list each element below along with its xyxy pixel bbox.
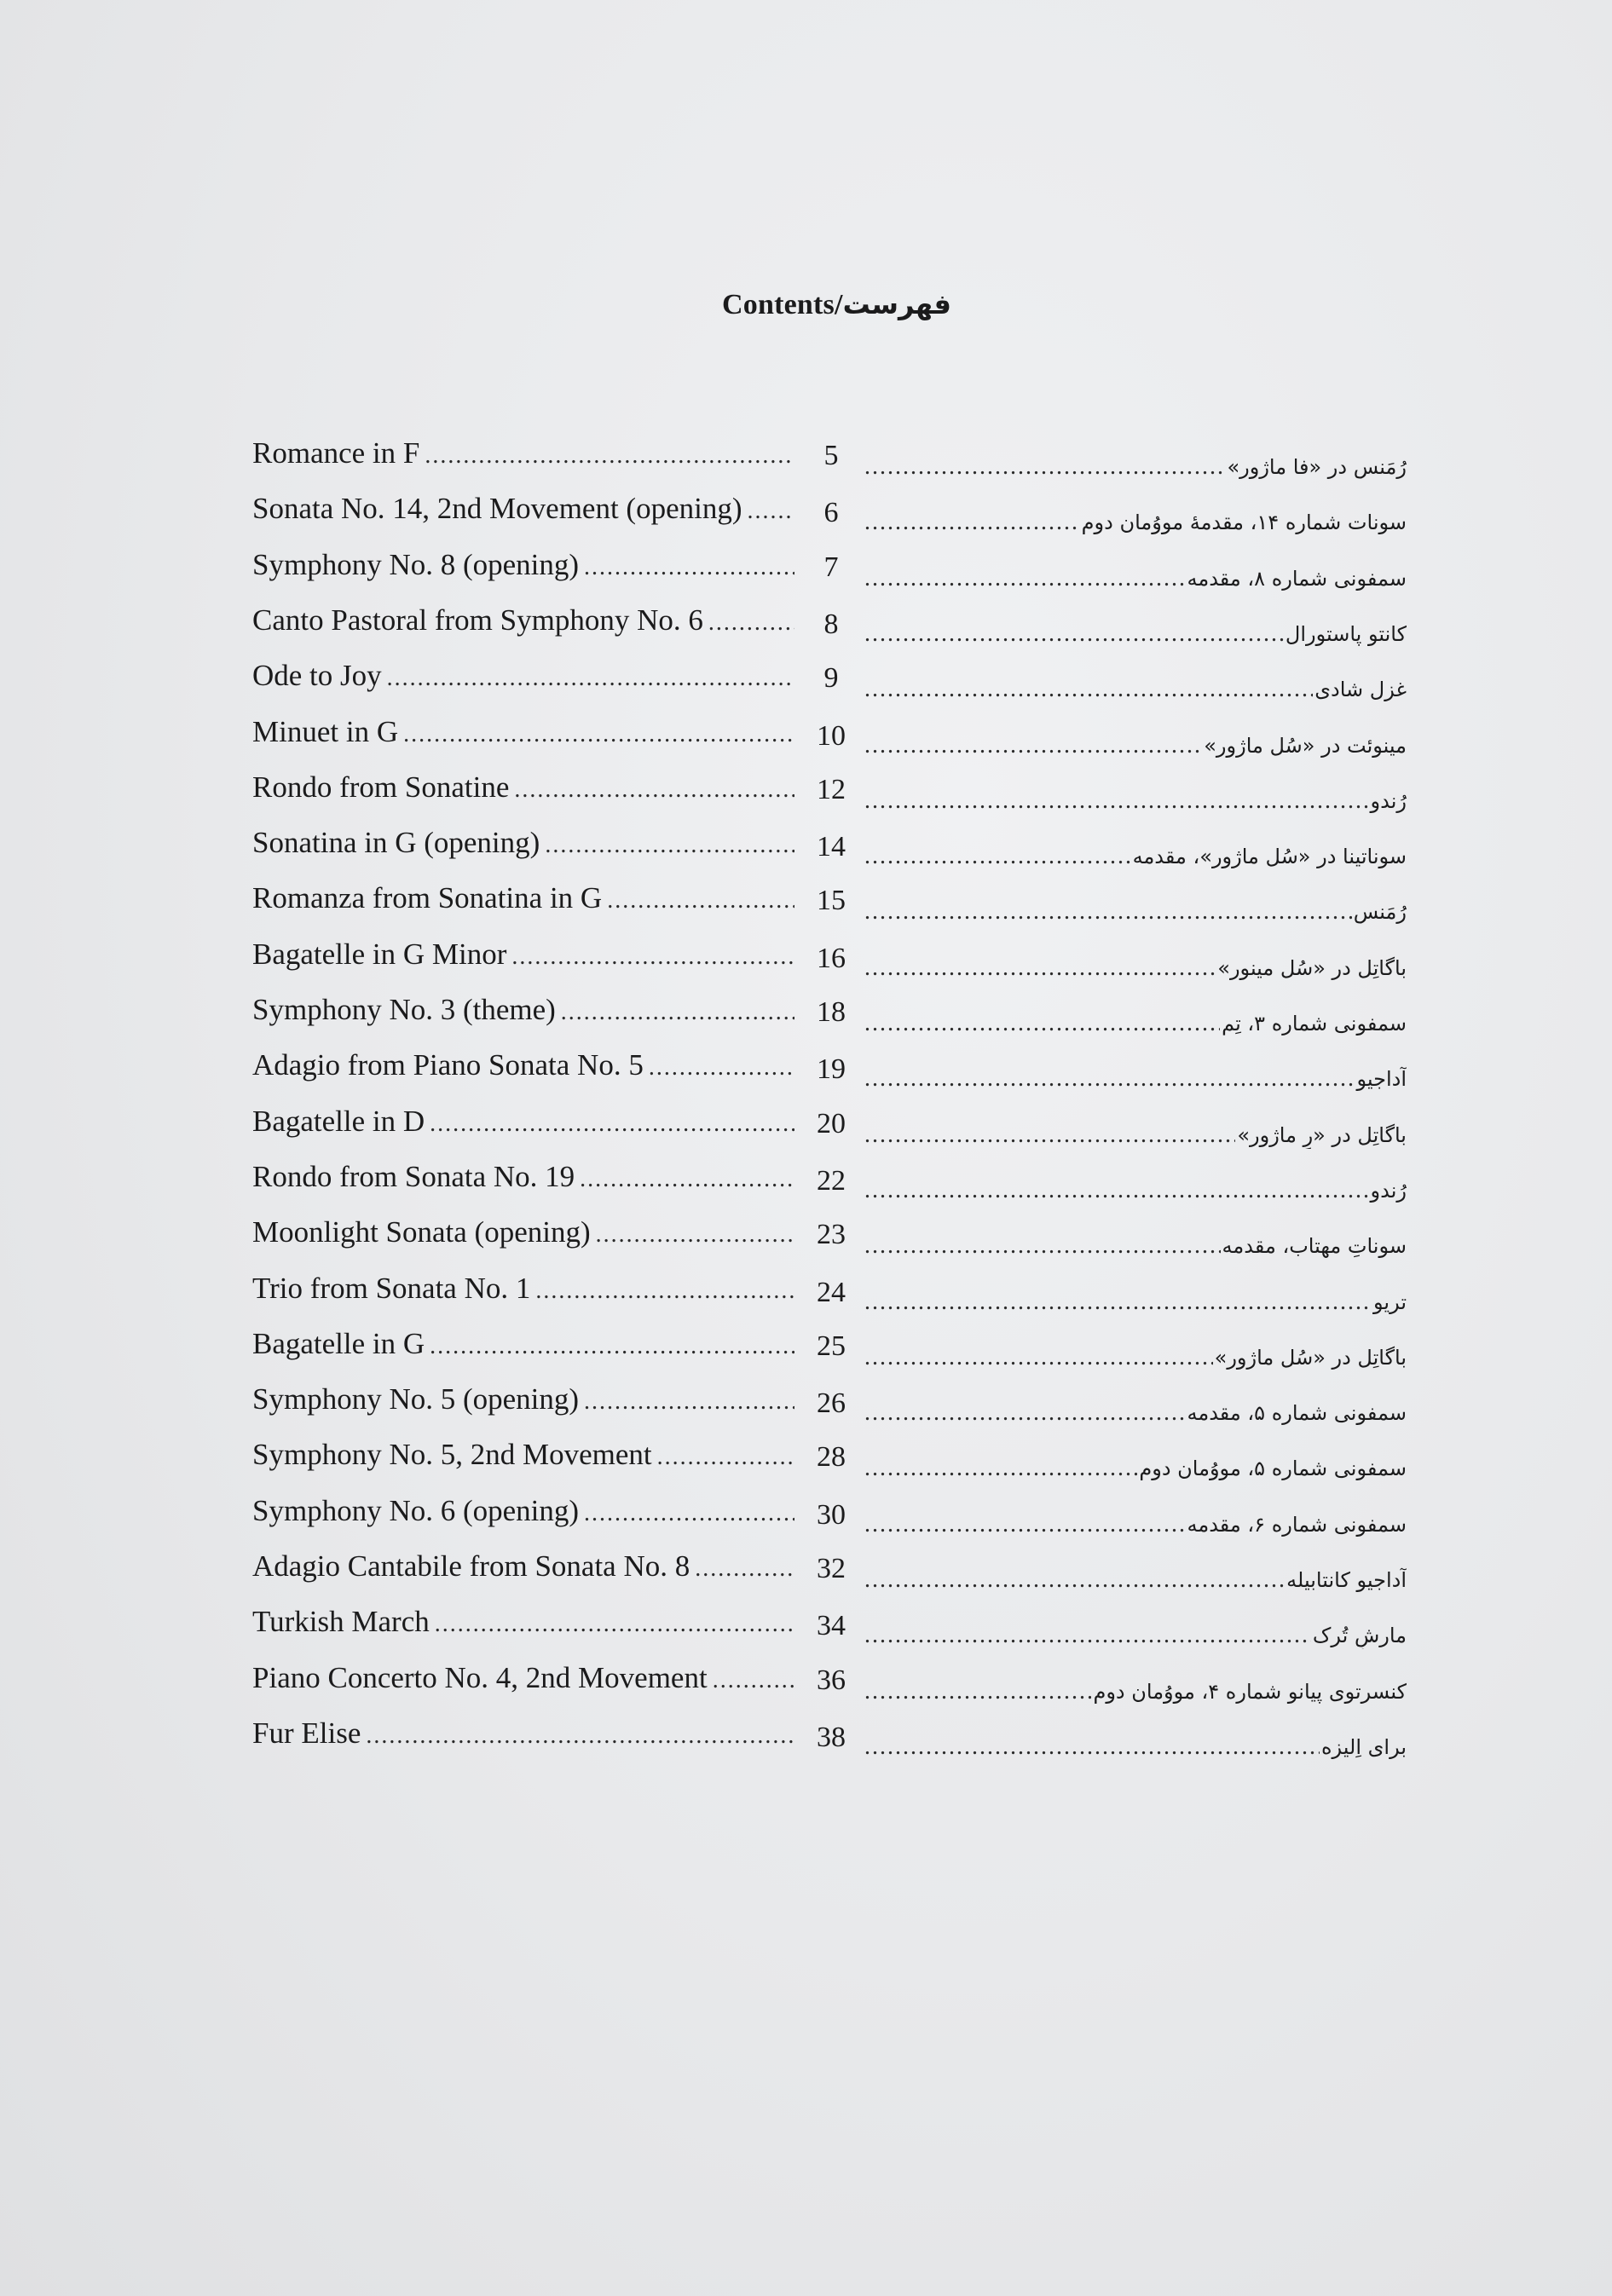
toc-title-persian: مینوئت در «سُل ماژور» [1204, 734, 1407, 758]
toc-entry-english [252, 1105, 794, 1139]
toc-entry-persian [864, 565, 1407, 592]
toc-entry-persian [864, 1734, 1407, 1761]
toc-entry-persian [864, 732, 1407, 759]
toc-row [0, 492, 1612, 546]
dot-leader [596, 1221, 794, 1249]
dot-leader [430, 1333, 794, 1360]
toc-entry-persian [864, 1010, 1407, 1037]
toc-row [0, 436, 1612, 491]
toc-entry-persian [864, 1622, 1407, 1649]
dot-leader [713, 1667, 794, 1694]
toc-entry-english [252, 715, 794, 749]
dot-leader [864, 1232, 1221, 1260]
toc-entry-english [252, 993, 794, 1027]
toc-entry-persian [864, 1455, 1407, 1482]
toc-entry-persian [864, 620, 1407, 648]
toc-entry-persian [864, 1344, 1407, 1371]
dot-leader [535, 1278, 794, 1305]
dot-leader [864, 898, 1352, 926]
toc-entry-english [252, 1215, 794, 1249]
toc-page-number: 28 [817, 1441, 846, 1473]
toc-title-persian: آداجیو [1356, 1067, 1407, 1091]
toc-title-persian: رُندو [1370, 789, 1407, 813]
toc-page-number: 5 [823, 440, 839, 471]
toc-title-english: Romance in F [252, 436, 420, 470]
toc-title-persian: باگاتِل در «سُل مینور» [1217, 956, 1407, 980]
toc-title-persian: سمفونی شماره ۶، مقدمه [1187, 1513, 1407, 1537]
toc-entry-persian [864, 787, 1407, 815]
toc-entry-english [252, 1438, 794, 1472]
toc-entry-english [252, 937, 794, 972]
toc-title-english: Sonatina in G (opening) [252, 826, 540, 859]
title-english: Contents [722, 289, 835, 320]
toc-title-english: Adagio from Piano Sonata No. 5 [252, 1048, 644, 1082]
toc-page-number: 19 [817, 1053, 846, 1085]
toc-row [0, 1438, 1612, 1492]
toc-entry-persian [864, 1678, 1407, 1705]
toc-title-english: Symphony No. 5, 2nd Movement [252, 1438, 652, 1471]
dot-leader [864, 843, 1131, 870]
toc-page-number: 14 [817, 831, 846, 862]
toc-title-english: Ode to Joy [252, 659, 382, 692]
dot-leader [430, 1111, 794, 1138]
dot-leader [864, 787, 1369, 815]
toc-entry-persian [864, 843, 1407, 870]
toc-title-english: Bagatelle in D [252, 1105, 425, 1138]
toc-entry-persian [864, 1399, 1407, 1427]
dot-leader [864, 1511, 1185, 1538]
dot-leader [561, 999, 794, 1026]
toc-page-number: 22 [817, 1165, 846, 1197]
toc-entry-persian [864, 453, 1407, 481]
toc-title-persian: مارشِ تُرک [1312, 1624, 1407, 1647]
toc-title-persian: تریو [1373, 1290, 1407, 1314]
dot-leader [864, 1734, 1320, 1761]
toc-entry-english [252, 1494, 794, 1528]
dot-leader [425, 442, 794, 470]
toc-title-english: Turkish March [252, 1605, 430, 1638]
dot-leader [864, 1177, 1369, 1204]
toc-entry-english [252, 1382, 794, 1416]
toc-row [0, 770, 1612, 825]
toc-title-english: Bagatelle in G Minor [252, 937, 507, 971]
dot-leader [864, 955, 1216, 982]
toc-title-english: Fur Elise [252, 1716, 361, 1750]
toc-title-english: Symphony No. 5 (opening) [252, 1382, 580, 1416]
toc-row [0, 1105, 1612, 1159]
toc-title-english: Bagatelle in G [252, 1327, 425, 1360]
toc-title-english: Adagio Cantabile from Sonata No. 8 [252, 1549, 690, 1583]
toc-title-english: Piano Concerto No. 4, 2nd Movement [252, 1661, 708, 1694]
toc-title-persian: سمفونی شماره ۸، مقدمه [1187, 567, 1407, 591]
dot-leader [649, 1054, 794, 1082]
toc-row [0, 1494, 1612, 1549]
dot-leader [607, 887, 794, 914]
toc-entry-persian [864, 1232, 1407, 1260]
toc-entry-english [252, 1605, 794, 1639]
toc-page-number: 8 [823, 609, 839, 640]
toc-page-number: 16 [817, 943, 846, 974]
toc-entry-persian [864, 676, 1407, 703]
toc-title-english: Moonlight Sonata (opening) [252, 1215, 591, 1249]
toc-title-persian: غزل شادی [1314, 678, 1407, 701]
dot-leader [708, 609, 794, 637]
dot-leader [387, 665, 794, 692]
dot-leader [864, 1455, 1137, 1482]
toc-entry-english [252, 659, 794, 693]
toc-entry-english [252, 1160, 794, 1194]
toc-page-number: 30 [817, 1499, 846, 1531]
toc-entry-persian [864, 955, 1407, 982]
toc-entry-english [252, 1048, 794, 1082]
toc-page-number: 20 [817, 1108, 846, 1139]
dot-leader [864, 676, 1313, 703]
toc-title-english: Symphony No. 6 (opening) [252, 1494, 580, 1527]
dot-leader [584, 1388, 794, 1416]
toc-row [0, 603, 1612, 658]
dot-leader [864, 1010, 1220, 1037]
toc-page-number: 23 [817, 1219, 846, 1250]
dot-leader [864, 1399, 1185, 1427]
dot-leader [864, 1122, 1235, 1149]
page-title [0, 288, 1612, 321]
dot-leader [864, 620, 1284, 648]
toc-page-number: 15 [817, 885, 846, 916]
dot-leader [864, 453, 1225, 481]
toc-entry-english [252, 1327, 794, 1361]
toc-row [0, 1716, 1612, 1771]
toc-entry-persian [864, 1177, 1407, 1204]
toc-entry-persian [864, 1122, 1407, 1149]
toc-entry-english [252, 826, 794, 860]
toc-row [0, 1661, 1612, 1716]
toc-title-persian: سونات شماره ۱۴، مقدمهٔ مووُمان دوم [1081, 511, 1407, 534]
toc-title-persian: باگاتِل در «رِ ماژور» [1237, 1123, 1407, 1147]
toc-row [0, 993, 1612, 1047]
toc-entry-english [252, 1549, 794, 1584]
dot-leader [511, 943, 794, 971]
toc-row [0, 1272, 1612, 1326]
toc-entry-persian [864, 898, 1407, 926]
toc-page-number: 38 [817, 1722, 846, 1753]
toc-entry-english [252, 1272, 794, 1306]
toc-title-persian: آداجیو کانتابیله [1286, 1568, 1407, 1592]
toc-entry-english [252, 436, 794, 470]
toc-row [0, 1048, 1612, 1103]
dot-leader [864, 1566, 1285, 1594]
toc-page-number: 12 [817, 774, 846, 805]
toc-title-english: Romanza from Sonatina in G [252, 881, 603, 914]
toc-row [0, 937, 1612, 992]
toc-page-number: 10 [817, 720, 846, 752]
toc-entry-english [252, 1661, 794, 1695]
toc-row [0, 826, 1612, 880]
toc-row [0, 1382, 1612, 1437]
toc-title-persian: رُندو [1370, 1179, 1407, 1203]
toc-title-english: Canto Pastoral from Symphony No. 6 [252, 603, 703, 637]
toc-title-english: Minuet in G [252, 715, 399, 748]
toc-title-persian: سمفونی شماره ۵، مقدمه [1187, 1401, 1407, 1425]
dot-leader [403, 721, 794, 748]
title-separator: / [834, 289, 843, 320]
dot-leader [864, 1622, 1311, 1649]
toc-page-number: 32 [817, 1553, 846, 1584]
dot-leader [580, 1166, 794, 1193]
toc-title-persian: باگاتِل در «سُل ماژور» [1214, 1346, 1407, 1370]
toc-title-english: Rondo from Sonata No. 19 [252, 1160, 575, 1193]
dot-leader [695, 1555, 794, 1583]
toc-entry-english [252, 881, 794, 915]
toc-page-number: 6 [823, 497, 839, 528]
toc-title-english: Symphony No. 8 (opening) [252, 548, 580, 581]
toc-entry-persian [864, 1511, 1407, 1538]
toc-title-persian: کنسرتوی پیانو شماره ۴، مووُمان دوم [1093, 1680, 1407, 1704]
toc-entry-english [252, 1716, 794, 1751]
toc-entry-english [252, 770, 794, 805]
toc-entry-english [252, 492, 794, 526]
dot-leader [748, 498, 795, 525]
toc-entry-persian [864, 1566, 1407, 1594]
toc-title-persian: رُمَنس [1353, 900, 1407, 924]
dot-leader [864, 1344, 1213, 1371]
toc-page-number: 25 [817, 1330, 846, 1362]
toc-row [0, 1327, 1612, 1382]
toc-page-number: 7 [823, 551, 839, 583]
dot-leader [545, 832, 794, 859]
toc-title-persian: کانتو پاستورال [1285, 622, 1407, 646]
toc-title-persian: سمفونی شماره ۵، مووُمان دوم [1139, 1457, 1407, 1480]
toc-page-number: 24 [817, 1277, 846, 1308]
dot-leader [864, 1065, 1355, 1093]
toc-title-persian: سمفونی شماره ۳، تِم [1222, 1012, 1407, 1036]
toc-title-english: Sonata No. 14, 2nd Movement (opening) [252, 492, 742, 525]
dot-leader [514, 776, 794, 804]
toc-page-number: 18 [817, 996, 846, 1028]
toc-entry-persian [864, 509, 1407, 536]
dot-leader [864, 509, 1080, 536]
toc-title-persian: برای اِلیزه [1320, 1735, 1407, 1759]
toc-title-english: Trio from Sonata No. 1 [252, 1272, 531, 1305]
toc-page-number: 26 [817, 1387, 846, 1419]
toc-page-number: 9 [823, 662, 839, 694]
toc-title-persian: سوناتِ مهتاب، مقدمه [1222, 1234, 1407, 1258]
toc-entry-persian [864, 1065, 1407, 1093]
dot-leader [584, 554, 794, 581]
toc-row [0, 548, 1612, 603]
toc-title-persian: رُمَنس در «فا ماژور» [1227, 455, 1407, 479]
toc-row [0, 1215, 1612, 1270]
title-persian: فهرست [842, 288, 951, 320]
toc-entry-english [252, 603, 794, 637]
dot-leader [864, 1678, 1091, 1705]
toc-row [0, 659, 1612, 713]
toc-title-english: Rondo from Sonatine [252, 770, 510, 804]
toc-entry-persian [864, 1289, 1407, 1316]
dot-leader [864, 565, 1185, 592]
toc-title-persian: سوناتینا در «سُل ماژور»، مقدمه [1132, 845, 1407, 868]
dot-leader [657, 1444, 794, 1471]
toc-row [0, 881, 1612, 936]
toc-row [0, 1605, 1612, 1659]
dot-leader [584, 1500, 794, 1527]
toc-title-english: Symphony No. 3 (theme) [252, 993, 556, 1026]
toc-row [0, 715, 1612, 770]
toc-page-number: 36 [817, 1664, 846, 1696]
toc-row [0, 1549, 1612, 1604]
dot-leader [864, 732, 1202, 759]
toc-row [0, 1160, 1612, 1214]
dot-leader [366, 1722, 794, 1750]
toc-page-number: 34 [817, 1610, 846, 1641]
dot-leader [864, 1289, 1372, 1316]
dot-leader [435, 1611, 794, 1638]
toc-entry-english [252, 548, 794, 582]
